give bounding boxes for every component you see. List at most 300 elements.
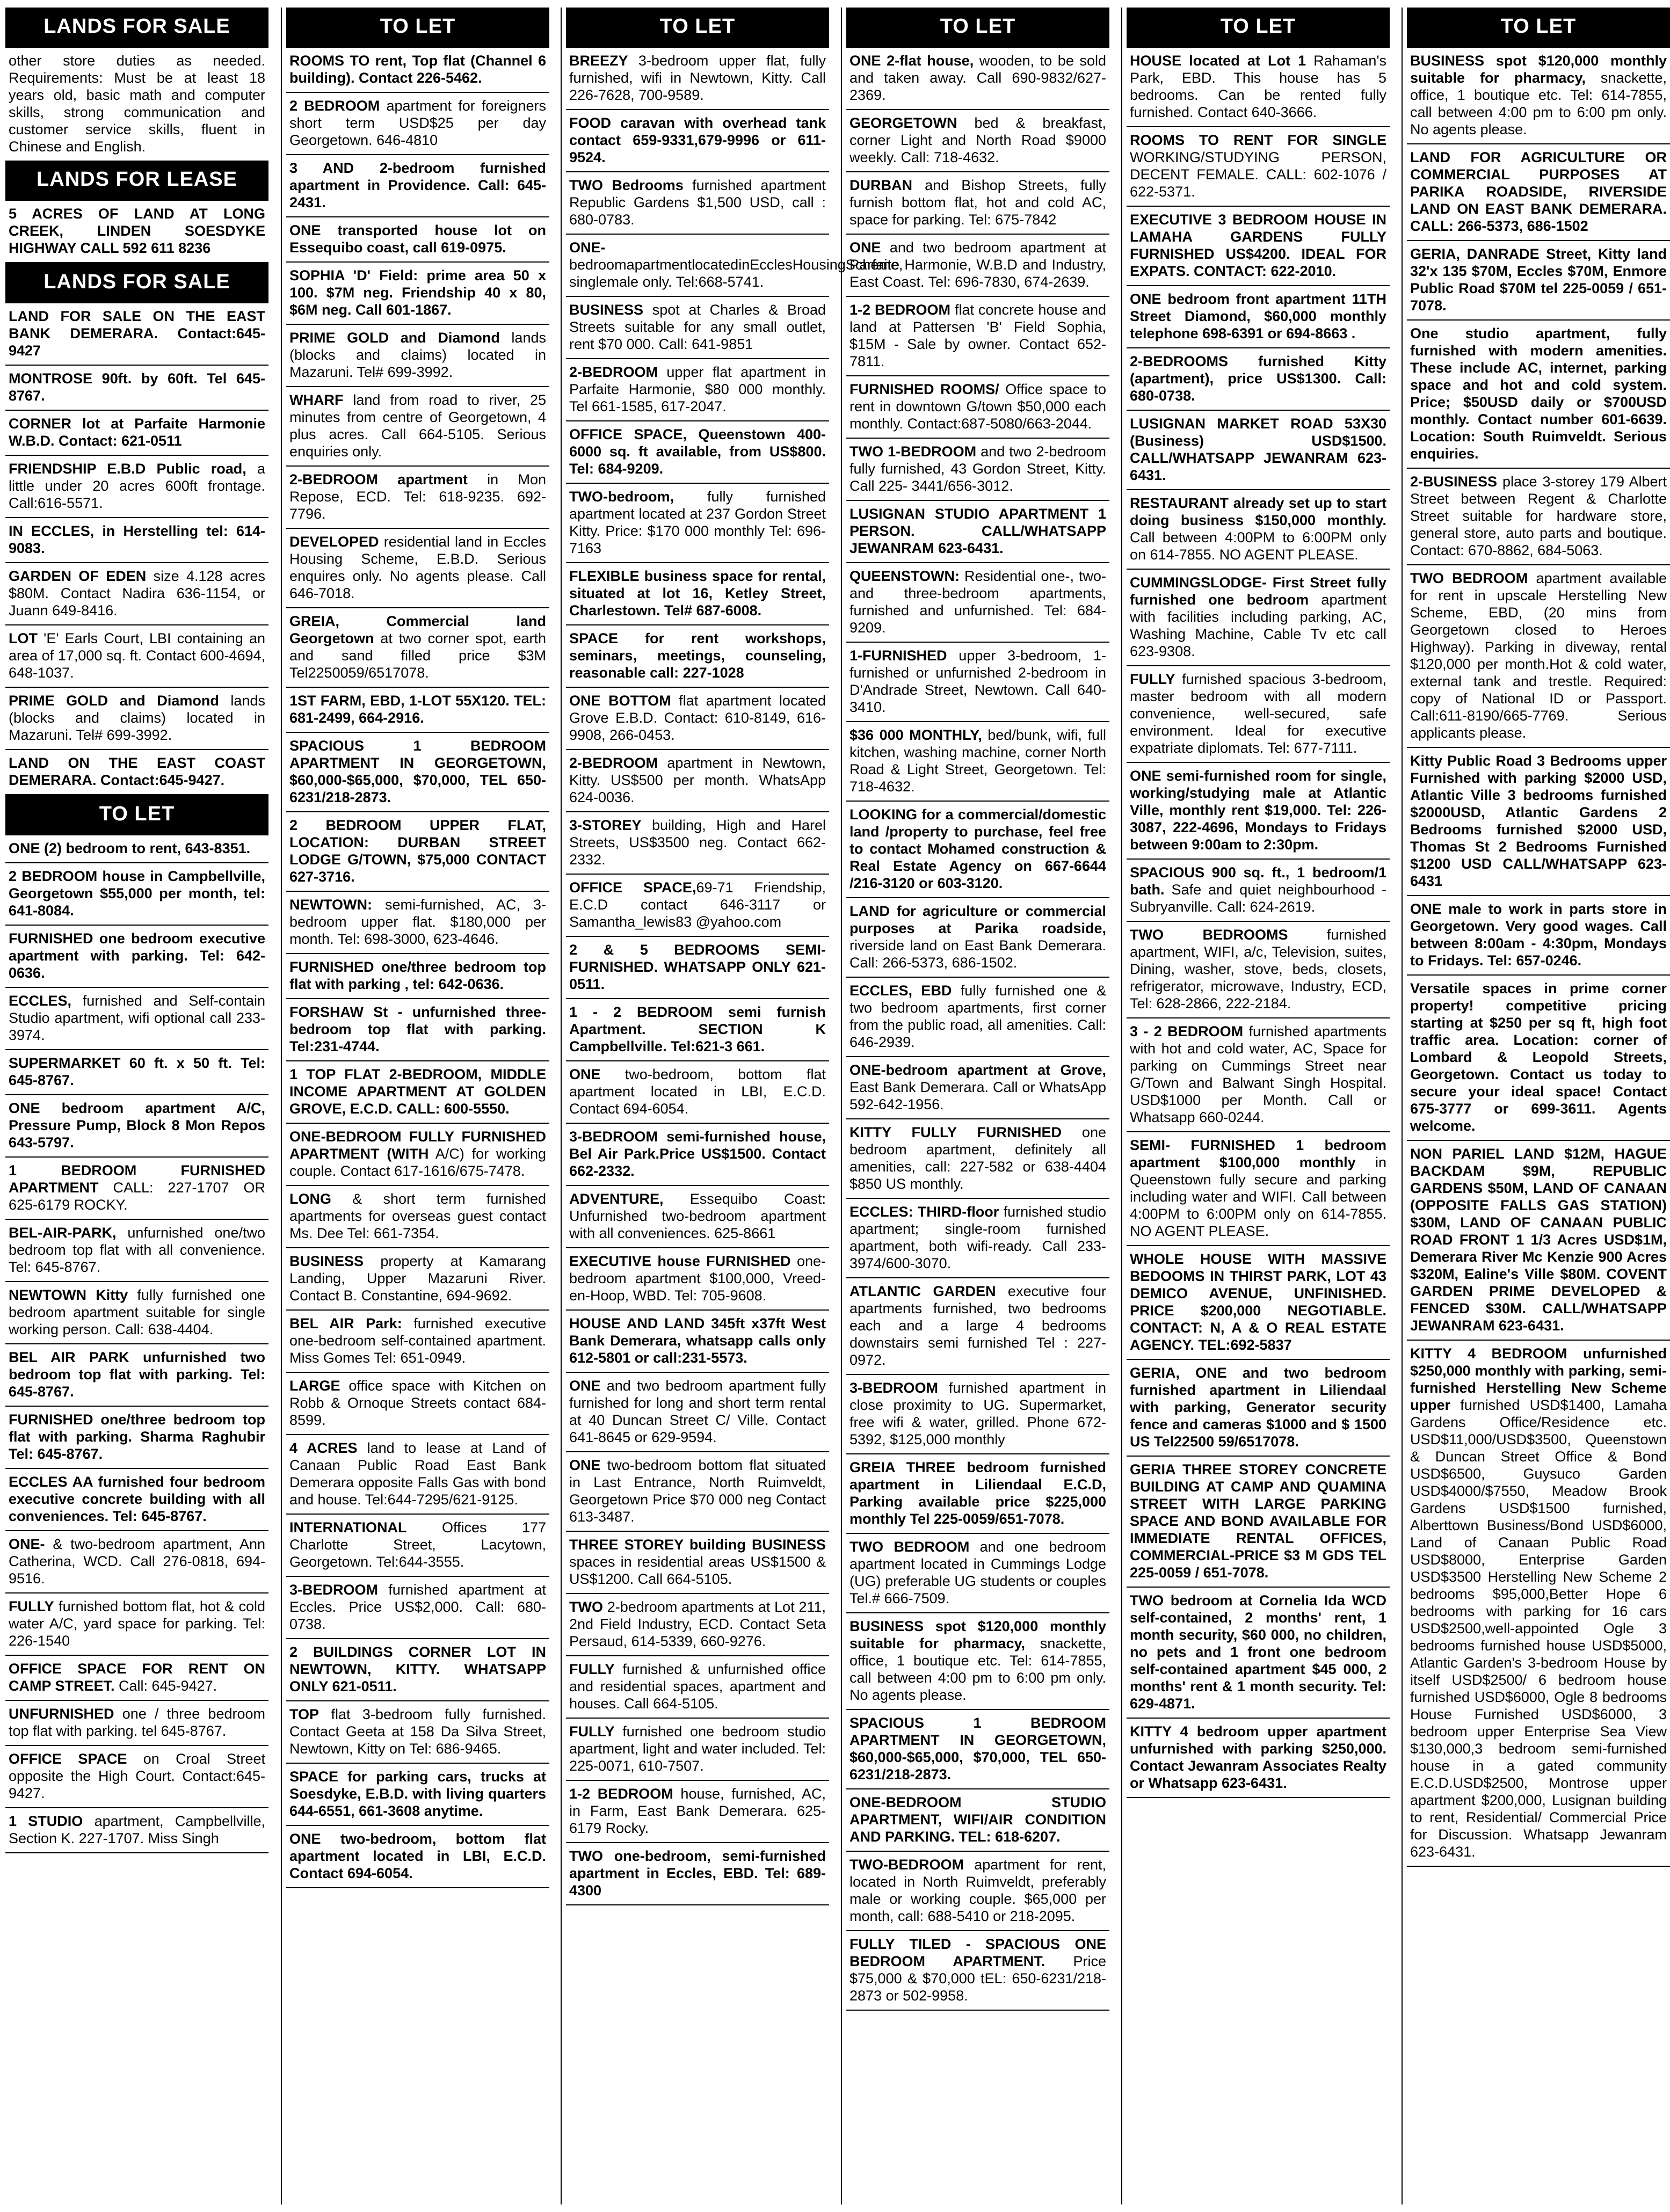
ad-text: fully furnished one & two bedroom apartments, first corner from the public road, all amenities. Call: 646-2939. xyxy=(849,983,1106,1050)
ad-text: upper 3-bedroom, 1-furnished or unfurnished 2-bedroom in D'Andrade Street, Newtown. Call 640-3410. xyxy=(849,647,1106,715)
classified-ad xyxy=(846,376,1109,439)
ad-text: & two-bedroom apartment, Ann Catherina, WCD. Call 276-0818, 694-9516. xyxy=(9,1536,265,1587)
classified-column xyxy=(1407,8,1670,2204)
classified-ad xyxy=(566,1843,829,1905)
ad-lead: ONE BOTTOM xyxy=(569,693,671,709)
ad-text: lot at Parfaite Harmonie W.B.D. Contact: 621-0511 xyxy=(9,416,265,449)
ad-lead: One studio apartment, fully furnished with modern amenities. These include AC, internet, parking space and hot and cold system. Price; $50USD daily or $700USD monthly. Contact number 601-6639. Location: South Ruimveldt. Serious enquiries. xyxy=(1410,325,1667,462)
classified-ad xyxy=(5,835,268,863)
ad-lead: BEL-AIR-PARK, xyxy=(9,1225,117,1241)
classified-ad xyxy=(286,999,549,1061)
ad-lead: 1 TOP FLAT 2-BEDROOM, MIDDLE INCOME APARTMENT AT GOLDEN GROVE, E.C.D. CALL: 600-5550. xyxy=(289,1066,546,1117)
ad-lead: 3-STOREY xyxy=(569,817,642,833)
ad-text: apartment for rent, located in North Ruimveldt, preferably male or working couple. $65,000 per month, call: 688-5410 or 218-2095. xyxy=(849,1857,1106,1924)
ad-text: Rahaman's Park, EBD. This house has 5 bedrooms. Can be rented fully furnished. Contact 640-3666. xyxy=(1130,53,1386,120)
ad-text: upper flat apartment in Parfaite Harmonie, $80 000 monthly. Tel 661-1585, 617-2047. xyxy=(569,364,826,414)
classified-ad xyxy=(566,235,903,297)
ad-lead: BUSINESS xyxy=(569,302,644,318)
ad-text: in Mon Repose, ECD. Tel: 618-9235. 692-7796. xyxy=(289,471,546,522)
ad-text: flat apartment located Grove E.B.D. Contact: 610-8149, 616-9908, 266-0453. xyxy=(569,693,826,743)
ad-lead: Versatile spaces in prime corner property! competitive pricing starting at $250 per sq ft, high foot traffic area. Location: corner of Lombard & Leopold Streets, Georgetown. Contact us today to secure your ideal space! Contact 675-3777 or 699-3611. Agents welcome. xyxy=(1410,980,1667,1134)
ad-text: residential land in Eccles Housing Scheme, E.B.D. Serious enquires only. No agents please. Call 646-7018. xyxy=(289,534,546,601)
ad-text: furnished and Self-contain Studio apartment, wifi optional call 233-3974. xyxy=(9,993,265,1043)
classified-ad xyxy=(846,501,1109,563)
ad-text: snackette, office, 1 boutique etc. Tel: 614-7855, call between 4:00 pm to 6:00 pm only. No agents please. xyxy=(849,1635,1106,1703)
classified-ad xyxy=(1127,286,1390,348)
ad-text: size 4.128 acres $80M. Contact Nadira 636-1154, or Juann 649-8416. xyxy=(9,568,265,619)
classified-ad xyxy=(5,1701,268,1746)
ad-text: WORKING/STUDYING PERSON, DECENT FEMALE. CALL: 602-1076 / 622-5371. xyxy=(1130,149,1386,200)
ad-lead: FURNISHED one/three bedroom top flat with parking. Sharma Raghubir Tel: 645-8767. xyxy=(9,1411,265,1462)
ad-lead: LOT xyxy=(9,630,38,646)
ad-lead: KITTY FULLY FURNISHED xyxy=(849,1124,1062,1140)
ad-text: Essequibo Coast: Unfurnished two-bedroom apartment with all conveniences. 625-8661 xyxy=(569,1191,826,1241)
ad-text: furnished apartment at Eccles. Price US$2,000. Call: 680-0738. xyxy=(289,1582,546,1632)
classified-ad xyxy=(846,297,1109,376)
ad-text: in Queenstown fully secure and parking including water and WIFI. Call between 4:00PM to 6:00PM only on 614-7855. NO AGENT PLEASE. xyxy=(1130,1154,1386,1239)
ad-lead: LAND for agriculture or commercial purposes at Parika roadside, xyxy=(849,903,1106,936)
ad-lead: FORSHAW St - unfurnished three-bedroom top flat with parking. Tel:231-4744. xyxy=(289,1004,546,1054)
classified-ad xyxy=(286,733,549,812)
ad-lead: 3 AND 2-bedroom furnished apartment in Providence. Call: 645-2431. xyxy=(289,160,546,210)
ad-text: furnished bottom flat, hot & cold water A/C, yard space for parking. Tel: 226-1540 xyxy=(9,1598,265,1649)
classified-ad xyxy=(286,529,549,608)
classified-ad xyxy=(286,1639,549,1701)
ad-lead: IN ECCLES, in Herstelling tel: 614-9083. xyxy=(9,523,265,556)
ad-text: flat 3-bedroom fully furnished. Contact Geeta at 158 Da Silva Street, Newtown, Kitty on Tel: 686-9465. xyxy=(289,1706,546,1757)
ad-lead: 2-BEDROOMS furnished Kitty (apartment), price US$1300. Call: 680-0738. xyxy=(1130,353,1386,404)
classified-ad xyxy=(1407,976,1670,1141)
classified-ad xyxy=(5,1407,268,1469)
section-header: TO LET xyxy=(566,8,829,48)
classified-ad xyxy=(1407,565,1670,748)
classified-ad xyxy=(566,297,829,359)
ad-lead: TWO-BEDROOM xyxy=(849,1857,964,1873)
column-divider xyxy=(841,8,842,2204)
ad-lead: 2-BEDROOM xyxy=(569,364,658,380)
classified-ad xyxy=(286,1186,549,1248)
ad-lead: WHOLE HOUSE WITH MASSIVE BEDOOMS IN THIRST PARK, LOT 43 DEMICO AVENUE, UNFINISHED. PRICE $200,000 NEGOTIABLE. CONTACT: N, A & O REAL ESTATE AGENCY. TEL:692-5837 xyxy=(1130,1251,1386,1353)
classified-ad xyxy=(566,1248,829,1311)
ad-lead: 4 ACRES xyxy=(289,1440,358,1456)
ad-text: East Bank Demerara. Call or WhatsApp 592-642-1956. xyxy=(849,1079,1106,1112)
classified-ad xyxy=(1407,241,1670,321)
ad-text: executive four apartments furnished, two bedrooms each and a large 4 bedrooms downstairs semi furnished Tel : 227-0972. xyxy=(849,1283,1106,1368)
ad-text: furnished executive one-bedroom self-contained apartment. Miss Gomes Tel: 651-0949. xyxy=(289,1315,546,1366)
ad-text: apartment for foreigners short term USD$25 per day Georgetown. 646-4810 xyxy=(289,98,546,148)
classified-ad xyxy=(1127,1018,1390,1132)
classified-column xyxy=(5,8,268,2204)
ad-lead: 2-BUSINESS xyxy=(1410,474,1498,490)
classified-ad xyxy=(5,988,268,1050)
ad-text: bed/bunk, wifi, full kitchen, washing machine, corner North Road & Light Street, Georgetown. Tel: 718-4632. xyxy=(849,727,1106,795)
classified-ad xyxy=(566,1061,829,1124)
classified-ad xyxy=(566,999,829,1061)
classified-ad xyxy=(1127,860,1390,922)
classified-ad xyxy=(286,954,549,999)
classified-column xyxy=(846,8,1109,2204)
ad-continuation: other store duties as needed. Requirements: Must be at least 18 years old, basic math and computer skills, strong communication and customer service skills, fluent in Chinese and English. xyxy=(9,53,265,155)
classified-ad xyxy=(5,1344,268,1407)
ad-lead: ONE (2) bedroom to rent, 643-8351. xyxy=(9,840,251,856)
classified-ad xyxy=(566,1373,829,1452)
classified-ad xyxy=(846,1613,1109,1710)
ad-text: building, High and Harel Streets, US$3500 neg. Contact 662-2332. xyxy=(569,817,826,868)
classified-ad xyxy=(5,926,268,988)
classified-ad xyxy=(566,484,829,563)
ad-lead: BUSINESS xyxy=(289,1253,364,1269)
ad-lead: LARGE xyxy=(289,1378,340,1394)
classified-ad xyxy=(286,892,549,954)
ad-text: LAND ON THE EAST COAST DEMERARA. Contact:645-9427. xyxy=(9,755,265,788)
ad-lead: LOOKING for a commercial/domestic land /property to purchase, feel free to contact Mohamed construction & Real Estate Agency on 667-6644 /216-3120 or 603-3120. xyxy=(849,806,1106,891)
classified-ad xyxy=(846,1931,1109,2011)
ad-lead: SPACIOUS 1 BEDROOM APARTMENT IN GEORGETOWN, $60,000-$65,000, $70,000, TEL 650-6231/218-2873. xyxy=(289,738,546,805)
ad-lead: ONE xyxy=(569,1066,601,1082)
classified-ad xyxy=(846,978,1109,1057)
ad-lead: ECCLES: THIRD-floor xyxy=(849,1204,999,1220)
classified-ad xyxy=(5,1808,268,1853)
ad-lead: GERIA, ONE and two bedroom furnished apartment in Liliendaal with parking, Generator security fence and cameras $1000 and $ 1500 US Tel22500 59/6517078. xyxy=(1130,1365,1386,1450)
section-header: TO LET xyxy=(846,8,1109,48)
classified-ad xyxy=(1127,922,1390,1018)
classified-ad xyxy=(286,48,549,93)
ad-lead: ONE-bedroom apartment at Grove, xyxy=(849,1062,1106,1078)
classified-ad xyxy=(5,1282,268,1344)
ad-lead: OFFICE SPACE, Queenstown 400-6000 sq. ft available, from US$800. Tel: 684-9209. xyxy=(569,426,826,477)
ad-lead: UNFURNISHED xyxy=(9,1706,114,1722)
ad-text: Residential one-, two- and three-bedroom apartments, furnished and unfurnished. Tel: 684-9209. xyxy=(849,568,1106,636)
ad-lead: DURBAN xyxy=(849,177,912,193)
classified-ad xyxy=(566,1124,829,1186)
ad-lead: BREEZY xyxy=(569,53,628,69)
ad-text: one bedroom apartment, definitely all amenities, call: 227-582 or 638-4404 $850 US monthly. xyxy=(849,1124,1106,1192)
ad-lead: CORNER xyxy=(9,416,72,432)
ad-lead: ONE transported house lot on Essequibo coast, call 619-0975. xyxy=(289,222,546,256)
classified-ad xyxy=(846,643,1109,722)
ad-lead: EXECUTIVE house FURNISHED xyxy=(569,1253,791,1269)
classified-ad xyxy=(1127,48,1390,127)
ad-text: apartment, Campbellville, Section K. 227-1707. Miss Singh xyxy=(9,1813,265,1846)
classified-ad xyxy=(286,1061,549,1124)
ad-lead: MONTROSE 90ft. by 60ft. Tel 645-8767. xyxy=(9,370,265,404)
ad-lead: RESTAURANT already set up to start doing business $150,000 monthly. xyxy=(1130,495,1386,528)
classified-ad xyxy=(5,1593,268,1656)
ad-text: 69-71 Friendship, E.C.D contact 646-3117 or Samantha_lewis83 @yahoo.com xyxy=(569,879,826,930)
ad-lead: 2 BEDROOM xyxy=(289,98,380,114)
ad-lead: $36 000 MONTHLY, xyxy=(849,727,982,743)
classified-column xyxy=(1127,8,1390,2204)
classified-ad xyxy=(846,802,1109,898)
ad-text: and two bedroom apartment at Parfaite Harmonie, W.B.D and Industry, East Coast. Tel: 696-7830, 674-2639. xyxy=(849,239,1106,290)
classified-ad xyxy=(5,456,268,518)
ad-text: on Croal Street opposite the High Court. Contact:645-9427. xyxy=(9,1751,265,1801)
ad-text: one / three bedroom top flat with parking. tel 645-8767. xyxy=(9,1706,265,1739)
classified-ad xyxy=(1127,570,1390,666)
ad-lead: SPACE for parking cars, trucks at Soesdyke, E.B.D. with living quarters 644-6551, 661-3608 anytime. xyxy=(289,1769,546,1819)
classified-ad xyxy=(286,93,549,155)
ad-lead: LUSIGNAN STUDIO APARTMENT 1 PERSON. CALL/WHATSAPP JEWANRAM 623-6431. xyxy=(849,506,1106,556)
classified-ad xyxy=(566,812,829,875)
ad-lead: HOUSE located at Lot 1 xyxy=(1130,53,1306,69)
classified-ad xyxy=(286,263,549,325)
ad-lead: GEORGETOWN xyxy=(849,115,957,131)
ad-lead: TWO BEDROOMS xyxy=(1130,927,1288,943)
classified-ad xyxy=(5,688,268,750)
ad-lead: NEWTOWN Kitty xyxy=(9,1287,128,1303)
ad-lead: TWO one-bedroom, semi-furnished apartment in Eccles, EBD. Tel: 689-4300 xyxy=(569,1848,826,1898)
ad-text: spot at Charles & Broad Streets suitable for any small outlet, rent $70 000. Call: 641-9851 xyxy=(569,302,826,352)
ad-text: a little under 20 acres 600ft frontage. Call:616-5571. xyxy=(9,461,265,511)
ad-text: wooden, to be sold and taken away. Call 690-9832/627-2369. xyxy=(849,53,1106,103)
ad-text: 2-bedroom apartments at Lot 211, 2nd Field Industry, ECD. Contact Seta Persaud, 614-5339, 660-9276. xyxy=(569,1599,826,1649)
classified-ad xyxy=(286,1826,549,1888)
classified-ad xyxy=(846,1278,1109,1375)
ad-lead: ONE xyxy=(849,239,881,256)
ad-lead: ONE 2-flat house, xyxy=(849,53,974,69)
ad-lead: CUMMINGSLODGE- First Street fully furnished one bedroom xyxy=(1130,574,1386,608)
classified-ad xyxy=(846,1710,1109,1789)
classified-ad xyxy=(5,1095,268,1158)
ad-text: riverside land on East Bank Demerara. Call: 266-5373, 686-1502. xyxy=(849,937,1106,971)
ad-lead: 3 - 2 BEDROOM xyxy=(1130,1023,1244,1039)
ad-text: 3-bedroom upper flat, fully furnished, wifi in Newtown, Kitty. Call 226-7628, 700-9589. xyxy=(569,53,826,103)
section-header: LANDS FOR LEASE xyxy=(5,161,268,201)
classified-ad xyxy=(286,812,549,892)
ad-text: unfurnished one/two bedroom top flat with all convenience. Tel: 645-8767. xyxy=(9,1225,265,1275)
ad-lead: GREIA THREE bedroom furnished apartment in Liliendaal E.C.D, Parking available price $225,000 monthly Tel 225-0059/651-7078. xyxy=(849,1459,1106,1527)
ad-text: apartment with facilities including parking, AC, Washing Machine, Cable Tv etc call 623-9308. xyxy=(1130,592,1386,659)
ad-lead: BUSINESS spot $120,000 monthly suitable for pharmacy, xyxy=(1410,53,1667,86)
ad-lead: THREE STOREY building BUSINESS xyxy=(569,1537,826,1553)
ad-lead: 2 BEDROOM UPPER FLAT, LOCATION: DURBAN STREET LODGE G/TOWN, $75,000 CONTACT 627-3716. xyxy=(289,817,546,885)
ad-text: Office space to rent in downtown G/town $50,000 each monthly. Contact:687-5080/663-2044. xyxy=(849,381,1106,432)
ad-text: Offices 177 Charlotte Street, Lacytown, Georgetown. Tel:644-3555. xyxy=(289,1519,546,1570)
classified-ad xyxy=(846,1375,1109,1454)
ad-lead: BEL AIR Park: xyxy=(289,1315,402,1331)
ad-text: and one bedroom apartment located in Cummings Lodge (UG) preferable UG students or couples Tel.# 666-7509. xyxy=(849,1539,1106,1606)
classified-ad xyxy=(1127,763,1390,860)
classified-ad xyxy=(1407,144,1670,241)
classified-ad xyxy=(566,1781,829,1843)
classified-ad xyxy=(846,1119,1109,1199)
classified-ad xyxy=(846,1454,1109,1534)
ad-text: furnished one bedroom studio apartment, light and water included. Tel: 225-0071, 610-7507. xyxy=(569,1723,826,1774)
ad-lead: FLEXIBLE business space for rental, situated at lot 16, Ketley Street, Charlestown. Tel# 687-6008. xyxy=(569,568,826,619)
section-header: TO LET xyxy=(286,8,549,48)
ad-lead: SPACE for rent workshops, seminars, meetings, counseling, reasonable call: 227-1028 xyxy=(569,630,826,681)
ad-lead: ECCLES, xyxy=(9,993,72,1009)
ad-lead: 2 & 5 BEDROOMS SEMI-FURNISHED. WHATSAPP ONLY 621-0511. xyxy=(569,942,826,992)
classified-ad xyxy=(1407,1341,1670,1867)
ad-lead: TOP xyxy=(289,1706,320,1722)
ad-lead: 1ST FARM, EBD, 1-LOT 55X120. TEL: 681-2499, 664-2916. xyxy=(289,693,546,726)
ad-lead: ONE xyxy=(569,1457,601,1473)
ad-lead: ONE- xyxy=(569,239,606,256)
classified-ad xyxy=(1127,411,1390,490)
ad-lead: FULLY TILED - SPACIOUS ONE BEDROOM APARTMENT. xyxy=(849,1936,1106,1969)
ad-lead: Kitty Public Road 3 Bedrooms upper Furnished with parking $2000 USD, Atlantic Ville 3 bedrooms furnished $2000USD, Atlantic Gardens 2 Bedrooms furnished $2000 USD, Thomas St 2 Bedrooms Furnished $1200 USD CALL/WHATSAPP 623-6431 xyxy=(1410,753,1667,889)
ad-lead: PRIME GOLD and Diamond xyxy=(9,693,219,709)
classified-ad xyxy=(846,563,1109,643)
ad-text: one-bedroom apartment $100,000, Vreed-en-Hoop, WBD. Tel: 705-9608. xyxy=(569,1253,826,1304)
ad-lead: TWO BEDROOM xyxy=(849,1539,970,1555)
ad-text: Call between 4:00PM to 6:00PM only on 614-7855. NO AGENT PLEASE. xyxy=(1130,529,1386,563)
classified-ad xyxy=(1407,48,1670,144)
classified-ad xyxy=(286,1124,549,1186)
ad-text: bed & breakfast, corner Light and North Road $9000 weekly. Call: 718-4632. xyxy=(849,115,1106,165)
ad-lead: KITTY 4 BEDROOM unfurnished $250,000 monthly with parking, semi-furnished Herstelling New Scheme upper xyxy=(1410,1345,1667,1413)
classified-ad xyxy=(566,625,829,688)
ad-lead: ONE- xyxy=(9,1536,45,1552)
section-header: TO LET xyxy=(1407,8,1670,48)
section-header: LANDS FOR SALE xyxy=(5,8,268,48)
ad-lead: KITTY 4 bedroom upper apartment unfurnished with parking $250,000. Contact Jewanram Associates Realty or Whatsapp 623-6431. xyxy=(1130,1723,1386,1791)
ad-text: furnished apartment, WIFI, a/c, Television, suites, Dining, washer, stove, beds, closets, refrigerator, microwave, Industry, ECD, Tel: 628-2866, 222-2184. xyxy=(1130,927,1386,1012)
classified-ad xyxy=(566,110,829,172)
ad-lead: ECCLES, EBD xyxy=(849,983,952,999)
ad-lead: ONE semi-furnished room for single, working/studying male at Atlantic Ville, monthly rent $19,000. Tel: 226-3087, 222-4696, Mondays to Fridays between 9:00am to 2:30pm. xyxy=(1130,768,1386,853)
classified-ad xyxy=(1127,207,1390,286)
ad-lead: ROOMS TO RENT FOR SINGLE xyxy=(1130,132,1386,148)
classified-ad xyxy=(5,625,268,688)
classified-ad xyxy=(286,1577,549,1639)
ad-lead: 1 STUDIO xyxy=(9,1813,83,1829)
classified-ad xyxy=(846,1057,1109,1119)
ad-lead: SUPERMARKET 60 ft. x 50 ft. Tel: 645-8767. xyxy=(9,1055,265,1088)
ad-text: furnished USD$1400, Lamaha Gardens Office/Residence etc. USD$11,000/USD$3500, Queenstown & Duncan Street Office & Bond USD$6500, Guysuco Garden USD$4000/$7550, Meadow Brook Gardens USD$1500 furnished, Alberttown Business/Bond USD$6000, Land of Canaan Public Road USD$8000, Enterprise Garden USD$3500 Herstelling New Scheme 2 bedrooms $95,000,Better Hope 6 bedrooms with parking for 16 cars USD$2500,well-appointed Ogle 3 bedrooms furnished house USD$5000, Atlantic Garden's 3-bedroom House by itself USD$2500/ 6 bedroom house furnished USD$6000, Ogle 8 bedrooms House Furnished USD$6000, 3 bedroom upper Enterprise Sea View $130,000,3 bedroom semi-furnished house in a gated community E.C.D.USD$2500, Montrose upper apartment $200,000, Lusignan building to rent, Residential/ Commercial Price for Discussion. Whatsapp Jewanram 623-6431. xyxy=(1410,1397,1667,1860)
classified-ad xyxy=(566,1594,829,1656)
classified-column xyxy=(286,8,549,2204)
classified-ad xyxy=(5,518,268,563)
classified-ad xyxy=(846,235,1109,297)
ad-lead: BUSINESS spot $120,000 monthly suitable for pharmacy, xyxy=(849,1618,1106,1651)
classified-ad xyxy=(1127,1132,1390,1246)
ad-lead: LUSIGNAN MARKET ROAD 53X30 (Business) USD$1500. CALL/WHATSAPP JEWANRAM 623-6431. xyxy=(1130,416,1386,483)
ad-lead: 1-2 BEDROOM xyxy=(849,302,950,318)
classified-ad xyxy=(566,688,829,750)
ad-lead: LAND FOR AGRICULTURE OR COMMERCIAL PURPOSES AT PARIKA ROADSIDE, RIVERSIDE LAND ON EAST BANK DEMERARA. CALL: 266-5373, 686-1502 xyxy=(1410,149,1667,234)
classified-ad xyxy=(566,1186,829,1248)
classified-ad xyxy=(1407,1141,1670,1341)
classified-ad xyxy=(1127,1246,1390,1360)
classified-ad xyxy=(5,1469,268,1531)
classified-ad xyxy=(566,1656,829,1719)
classified-ad xyxy=(1407,321,1670,469)
ad-text: lands (blocks and claims) located in Mazaruni. Tel# 699-3992. xyxy=(9,693,265,743)
classified-ad xyxy=(846,1789,1109,1852)
ad-text: apartment in Newtown, Kitty. US$500 per month. WhatsApp 624-0036. xyxy=(569,755,826,805)
classified-ad xyxy=(566,48,829,110)
ad-lead: NON PARIEL LAND $12M, HAGUE BACKDAM $9M, REPUBLIC GARDENS $50M, LAND OF CANAAN (OPPOSITE FALLS GAS STATION) $30M, LAND OF CANAAN PUBLIC ROAD FRONT 1 1/3 Acres USD$1M, Demerara River Mc Kenzie 900 Acres $320M, Ealine's Ville $80M. COVENT GARDEN PRIME DEVELOPED & FENCED $30M. CALL/WHATSAPP JEWANRAM 623-6431. xyxy=(1410,1146,1667,1334)
ad-text: 'E' Earls Court, LBI containing an area of 17,000 sq. ft. Contact 600-4694, 648-1037. xyxy=(9,630,265,681)
classified-ad xyxy=(286,1311,549,1373)
ad-lead: 2-BEDROOM xyxy=(569,755,658,771)
section-header: LANDS FOR SALE xyxy=(5,263,268,303)
ad-lead: OFFICE SPACE FOR RENT ON CAMP STREET. xyxy=(9,1661,265,1694)
section-header: TO LET xyxy=(1127,8,1390,48)
classified-ad xyxy=(5,563,268,625)
ad-text: LAND FOR SALE ON THE EAST BANK DEMERARA. Contact:645-9427 xyxy=(9,308,265,359)
classified-ad xyxy=(5,1656,268,1701)
ad-text: furnished & unfurnished office and residential spaces, apartment and houses. Call 664-5105. xyxy=(569,1661,826,1712)
classified-ad xyxy=(1127,1588,1390,1719)
ad-text: land from road to river, 25 minutes from centre of Georgetown, 4 plus acres. Call 664-5105. Serious enquiries only. xyxy=(289,392,546,460)
classified-ad xyxy=(1127,1457,1390,1588)
ad-lead: 3-BEDROOM xyxy=(289,1582,379,1598)
ad-text: furnished spacious 3-bedroom, master bedroom with all modern convenience, well-secured, safe environment. Ideal for executive expatriate diplomats. Tel: 677-7111. xyxy=(1130,671,1386,756)
classified-ad xyxy=(1127,127,1390,207)
ad-lead: GARDEN OF EDEN xyxy=(9,568,147,584)
ad-lead: TWO BEDROOM xyxy=(1410,570,1528,586)
classified-ad xyxy=(286,1373,549,1435)
classified-ad xyxy=(846,1534,1109,1613)
classified-ad xyxy=(5,1220,268,1282)
ad-text: two-bedroom bottom flat situated in Last Entrance, North Ruimveldt, Georgetown Price $70 000 neg Contact 613-3487. xyxy=(569,1457,826,1525)
ad-text: & short term furnished apartments for overseas guest contact Ms. Dee Tel: 661-7354. xyxy=(289,1191,546,1241)
classified-ad xyxy=(566,421,829,484)
ad-text: 5 ACRES OF LAND AT LONG CREEK, LINDEN SOESDYKE HIGHWAY CALL 592 611 8236 xyxy=(9,206,265,256)
ad-lead: ONE-BEDROOM FULLY FURNISHED APARTMENT (WITH xyxy=(289,1129,546,1162)
ad-lead: ONE xyxy=(569,1378,601,1394)
ad-lead: 2-BEDROOM apartment xyxy=(289,471,468,487)
ad-lead: PRIME GOLD and Diamond xyxy=(289,330,500,346)
ad-lead: TWO 1-BEDROOM xyxy=(849,443,977,460)
classified-ad xyxy=(846,1852,1109,1931)
ad-lead: 2 BUILDINGS CORNER LOT IN NEWTOWN, KITTY. WHATSAPP ONLY 621-0511. xyxy=(289,1644,546,1694)
ad-lead: ONE male to work in parts store in Georgetown. Very good wages. Call between 8:00am - 4:30pm, Mondays to Fridays. Tel: 657-0246. xyxy=(1410,901,1667,969)
classified-ad xyxy=(286,155,549,217)
ad-lead: 1 - 2 BEDROOM semi furnish Apartment. SECTION K Campbellville. Tel:621-3 661. xyxy=(569,1004,826,1054)
ad-text: house, furnished, AC, in Farm, East Bank Demerara. 625-6179 Rocky. xyxy=(569,1786,826,1836)
ad-text: two-bedroom, bottom flat apartment located in LBI, E.C.D. Contact 694-6054. xyxy=(569,1066,826,1117)
classified-ad xyxy=(566,1311,829,1373)
ad-text: fully furnished one bedroom apartment suitable for single working person. Call: 638-4404. xyxy=(9,1287,265,1337)
ad-lead: NEWTOWN: xyxy=(289,897,372,913)
classified-ad xyxy=(566,937,829,999)
classified-ad xyxy=(286,1435,549,1515)
classified-ad xyxy=(5,366,268,411)
classified-ad xyxy=(846,722,1109,802)
ad-text: CALL: 227-1707 OR 625-6179 ROCKY. xyxy=(9,1180,265,1213)
ad-lead: OFFICE SPACE xyxy=(9,1751,127,1767)
classified-ad xyxy=(5,750,268,795)
classified-ad xyxy=(1407,748,1670,896)
ad-text: furnished apartments with hot and cold water, AC, Space for parking on Cummings Street near G/Town and Balwant Singh Hospital. USD$1000 per Month. Call or Whatsapp 660-0244. xyxy=(1130,1023,1386,1125)
classified-ad xyxy=(846,439,1109,501)
section-header: TO LET xyxy=(5,795,268,835)
classified-ad xyxy=(5,1050,268,1095)
ad-lead: SOPHIA 'D' Field: prime area 50 x 100. $7M neg. Friendship 40 x 80, $6M neg. Call 601-1867. xyxy=(289,267,546,318)
ad-lead: FULLY xyxy=(569,1661,615,1677)
classified-ad xyxy=(1127,1719,1390,1798)
ad-lead: ONE bedroom apartment A/C, Pressure Pump, Block 8 Mon Repos 643-5797. xyxy=(9,1100,265,1151)
ad-lead: FULLY xyxy=(9,1598,54,1614)
ad-lead: ONE-BEDROOM STUDIO APARTMENT, WIFI/AIR CONDITION AND PARKING. TEL: 618-6207. xyxy=(849,1794,1106,1845)
classified-ad xyxy=(566,172,829,235)
classified-ad xyxy=(566,1532,829,1594)
ad-lead: TWO xyxy=(569,1599,603,1615)
classified-ad xyxy=(1127,348,1390,411)
ad-lead: 3-BEDROOM semi-furnished house, Bel Air Park.Price US$1500. Contact 662-2332. xyxy=(569,1129,826,1179)
classified-ad xyxy=(1127,490,1390,570)
ad-lead: ATLANTIC GARDEN xyxy=(849,1283,996,1299)
ad-text: office space with Kitchen on Robb & Ornoque Streets contact 684-8599. xyxy=(289,1378,546,1428)
classified-ad xyxy=(5,411,268,456)
ad-text: A/C) for working couple. Contact 617-1616/675-7478. xyxy=(289,1146,546,1179)
ad-text: apartment available for rent in upscale Herstelling New Scheme, EBD, (20 mins from Georgetown closed to Heroes Highway). Parking in diveway, rental $120,000 per month.Hot & cold water, external tank and trestle. Required: copy of National ID or Passport. Call:611-8190/665-7769. Serious applicants please. xyxy=(1410,570,1667,741)
classified-ad xyxy=(566,875,829,937)
